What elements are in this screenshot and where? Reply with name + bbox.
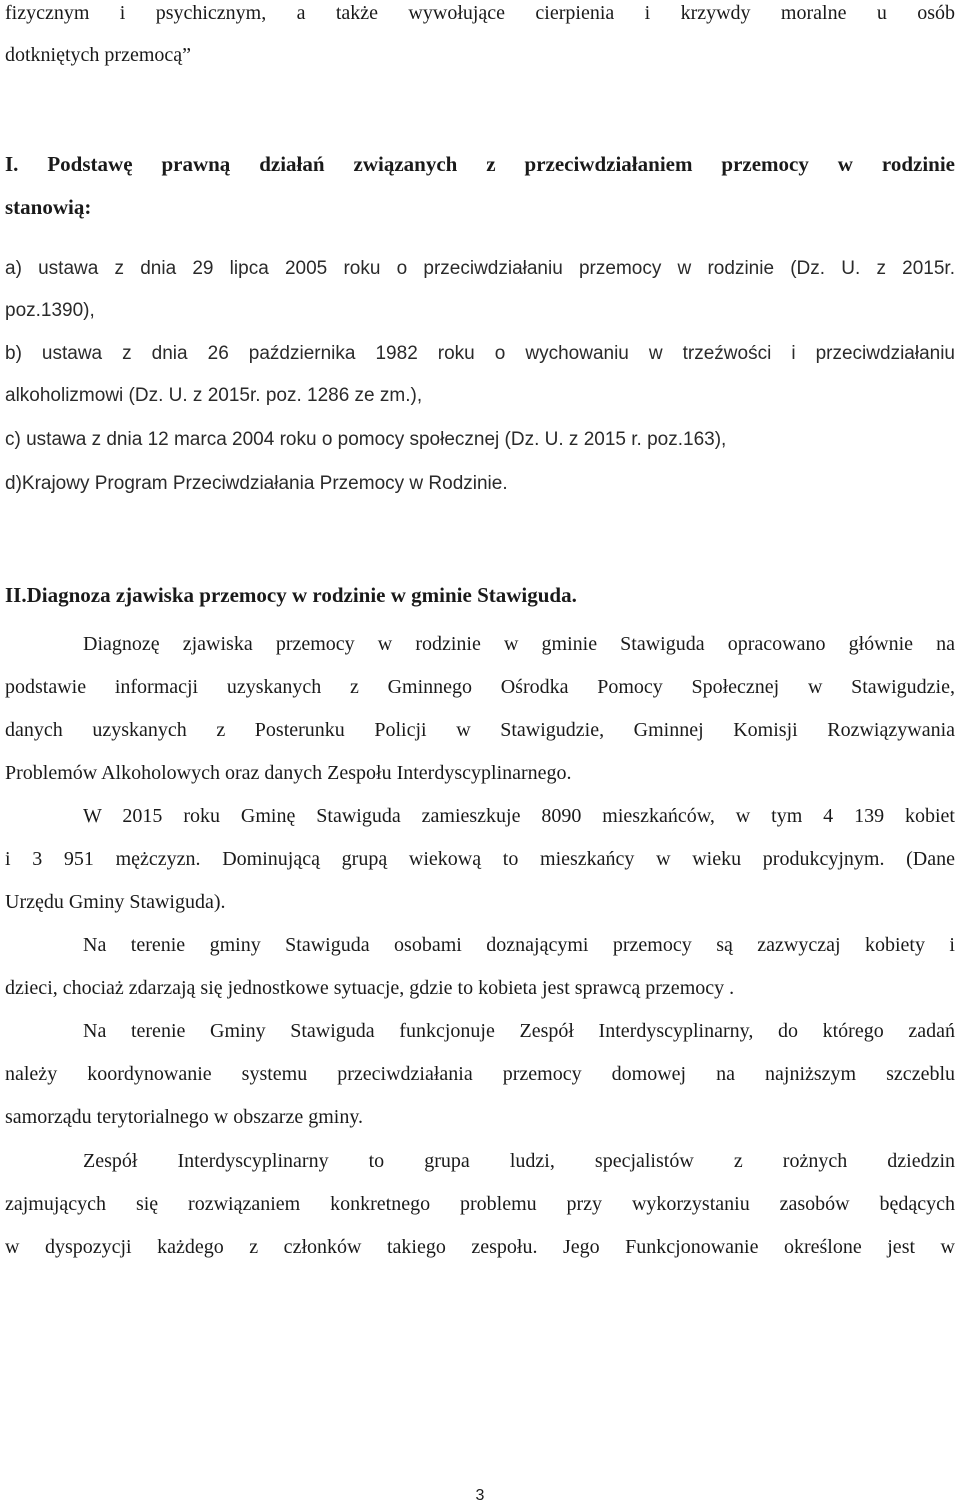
legal-basis-item-a: a) ustawa z dnia 29 lipca 2005 roku o przeciwdziałaniu przemocy w rodzinie (Dz. U. z 2015r. [5, 258, 955, 279]
intro-line-2: dotkniętych przemocą” [5, 44, 192, 66]
section-1-heading-cont: stanowią: [5, 195, 92, 219]
legal-basis-item-a-cont: poz.1390), [5, 300, 95, 321]
paragraph-1-line-4: Problemów Alkoholowych oraz danych Zespołu Interdyscyplinarnego. [5, 762, 572, 784]
legal-basis-item-c: c) ustawa z dnia 12 marca 2004 roku o pomocy społecznej (Dz. U. z 2015 r. poz.163), [5, 429, 727, 450]
paragraph-3-line-1: Na terenie gminy Stawiguda osobami doznającymi przemocy są zazwyczaj kobiety i [83, 934, 955, 956]
paragraph-4-line-2: należy koordynowanie systemu przeciwdziałania przemocy domowej na najniższym szczeblu [5, 1063, 955, 1085]
paragraph-4-line-3: samorządu terytorialnego w obszarze gminy. [5, 1106, 364, 1128]
paragraph-1-line-2: podstawie informacji uzyskanych z Gminnego Ośrodka Pomocy Społecznej w Stawigudzie, [5, 676, 955, 698]
section-1-heading: I. Podstawę prawną działań związanych z przeciwdziałaniem przemocy w rodzinie [5, 152, 955, 176]
paragraph-2-line-2: i 3 951 mężczyzn. Dominującą grupą wiekową to mieszkańcy w wieku produkcyjnym. (Dane [5, 848, 955, 870]
section-2-heading: II.Diagnoza zjawiska przemocy w rodzinie w gminie Stawiguda. [5, 583, 577, 607]
document-page [5, 0, 955, 1509]
page-number: 3 [475, 1487, 485, 1504]
paragraph-3-line-2: dzieci, chociaż zdarzają się jednostkowe sytuacje, gdzie to kobieta jest sprawcą przemocy . [5, 977, 735, 999]
paragraph-1-line-3: danych uzyskanych z Posterunku Policji w Stawigudzie, Gminnej Komisji Rozwiązywania [5, 719, 955, 741]
paragraph-1-line-1: Diagnozę zjawiska przemocy w rodzinie w gminie Stawiguda opracowano głównie na [83, 633, 955, 655]
paragraph-5-line-1: Zespół Interdyscyplinarny to grupa ludzi, specjalistów z rożnych dziedzin [83, 1150, 955, 1172]
legal-basis-item-d: d)Krajowy Program Przeciwdziałania Przemocy w Rodzinie. [5, 473, 508, 494]
legal-basis-item-b: b) ustawa z dnia 26 października 1982 roku o wychowaniu w trzeźwości i przeciwdziałaniu [5, 343, 955, 364]
legal-basis-item-b-cont: alkoholizmowi (Dz. U. z 2015r. poz. 1286 ze zm.), [5, 385, 423, 406]
paragraph-5-line-2: zajmujących się rozwiązaniem konkretnego problemu przy wykorzystaniu zasobów będących [5, 1193, 955, 1215]
paragraph-2-line-1: W 2015 roku Gminę Stawiguda zamieszkuje 8090 mieszkańców, w tym 4 139 kobiet [83, 805, 955, 827]
paragraph-2-line-3: Urzędu Gminy Stawiguda). [5, 891, 226, 913]
paragraph-5-line-3: w dyspozycji każdego z członków takiego zespołu. Jego Funkcjonowanie określone jest w [5, 1236, 955, 1258]
intro-line-1: fizycznym i psychicznym, a także wywołujące cierpienia i krzywdy moralne u osób [5, 2, 955, 24]
paragraph-4-line-1: Na terenie Gminy Stawiguda funkcjonuje Zespół Interdyscyplinarny, do którego zadań [83, 1020, 955, 1042]
